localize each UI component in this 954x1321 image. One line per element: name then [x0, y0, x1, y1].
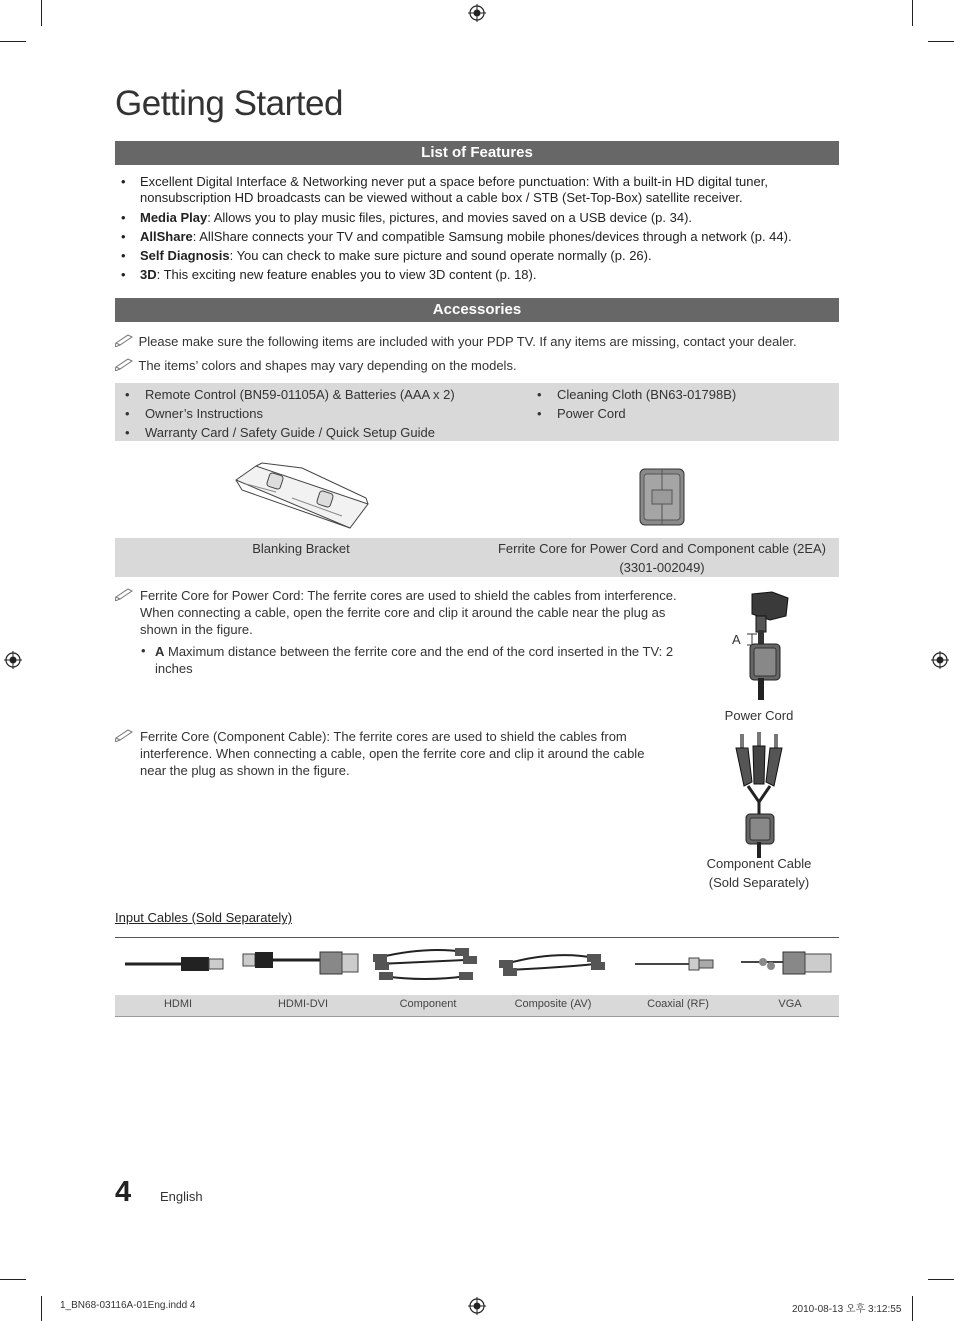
accessory-label: Power Cord: [557, 406, 626, 421]
accessory-label: Owner’s Instructions: [145, 406, 264, 421]
component-ferrite-note: Ferrite Core (Component Cable): The ferrite cores are used to shield the cables from interference. When connecting a cable, open the ferrite core and clip it around the cable near the plug as shown in the figure.: [140, 729, 645, 778]
pencil-note-icon: [115, 357, 135, 371]
crop-mark: [0, 41, 26, 42]
accessory-label: Warranty Card / Safety Guide / Quick Setup Guide: [145, 425, 435, 440]
feature-item: [115, 248, 815, 264]
input-cables-heading: Input Cables (Sold Separately): [115, 910, 293, 925]
feature-text: : You can check to make sure picture and sound operate normally (p. 26).: [229, 248, 652, 263]
note-text: The items’ colors and shapes may vary depending on the models.: [138, 358, 517, 373]
ferrite-core-image: [638, 466, 686, 528]
cable-label: Composite (AV): [514, 998, 592, 1010]
composite-cable-icon: [499, 954, 605, 976]
accessory-item: [125, 423, 435, 442]
divider: [115, 937, 839, 938]
component-cable-sold-separately: (Sold Separately): [708, 875, 810, 890]
crop-mark: [41, 1296, 42, 1321]
section-header-accessories: Accessories: [115, 298, 839, 322]
input-cables-illustration: [115, 942, 839, 992]
power-cord-image: [742, 590, 792, 700]
registration-mark-icon: [468, 1297, 486, 1315]
note: [115, 333, 797, 350]
accessory-item: [537, 385, 736, 404]
bullet: •: [141, 643, 146, 658]
feature-name: Self Diagnosis: [140, 248, 230, 263]
feature-item: [115, 174, 815, 206]
component-cable-icon: [373, 948, 477, 980]
power-cord-caption: Power Cord: [724, 708, 794, 723]
distance-text: Maximum distance between the ferrite core and the end of the cord inserted in the TV: 2 inches: [155, 644, 674, 676]
component-cable-caption: Component Cable: [706, 856, 812, 871]
bullet: •: [537, 406, 542, 421]
page-title: Getting Started: [115, 84, 343, 123]
crop-mark: [928, 1279, 954, 1280]
bullet: •: [121, 174, 126, 189]
feature-name: 3D: [140, 267, 157, 282]
feature-text: Excellent Digital Interface & Networking never put a space before punctuation: With a built-in HD digital tuner, nonsubscription HD broadcasts can be viewed without a cable box / STB (Set-Top-Box) satellite receiver.: [140, 174, 768, 205]
print-date: 2010-08-13 오후 3:12:55: [792, 1304, 902, 1315]
crop-mark: [912, 0, 913, 26]
bullet: •: [125, 406, 130, 421]
bullet: •: [125, 425, 130, 440]
registration-mark-icon: [931, 651, 949, 669]
blanking-bracket-image: [232, 460, 370, 532]
dimension-label-a: A: [732, 632, 741, 647]
label-a: A: [155, 644, 165, 659]
crop-mark: [41, 0, 42, 26]
bullet: •: [537, 387, 542, 402]
pencil-note-icon: [115, 333, 135, 347]
cable-label: HDMI: [163, 998, 193, 1010]
registration-mark-icon: [4, 651, 22, 669]
hdmi-cable-icon: [125, 957, 223, 971]
power-cord-ferrite-note: Ferrite Core for Power Cord: The ferrite cores are used to shield the cables from interference. When connecting a cable, open the ferrite core and clip it around the cable near the plug as shown in the figure.: [140, 588, 677, 637]
note-text: Please make sure the following items are included with your PDP TV. If any items are missing, contact your dealer.: [138, 334, 797, 349]
crop-mark: [912, 1296, 913, 1321]
cable-label: Coaxial (RF): [647, 998, 709, 1010]
bullet: •: [121, 229, 126, 244]
accessory-label: Cleaning Cloth (BN63-01798B): [557, 387, 737, 402]
accessory-item: [537, 404, 626, 423]
feature-text: : This exciting new feature enables you to view 3D content (p. 18).: [156, 267, 537, 282]
bullet: •: [121, 267, 126, 282]
pencil-note-icon: [115, 587, 135, 601]
accessory-item: [125, 385, 455, 404]
feature-text: : AllShare connects your TV and compatible Samsung mobile phones/devices through a network (p. 44).: [192, 229, 792, 244]
ferrite-part-number: (3301-002049): [619, 560, 705, 575]
bullet: •: [121, 248, 126, 263]
hdmi-dvi-cable-icon: [243, 952, 358, 974]
bullet: •: [121, 210, 126, 225]
cable-label: VGA: [778, 998, 802, 1010]
feature-name: Media Play: [140, 210, 208, 225]
feature-item: [115, 229, 815, 245]
accessory-item: [125, 404, 263, 423]
feature-item: [115, 210, 815, 226]
crop-mark: [0, 1279, 26, 1280]
language-label: English: [160, 1189, 203, 1204]
accessory-label: Remote Control (BN59-01105A) & Batteries (AAA x 2): [145, 387, 455, 402]
cable-label: HDMI-DVI: [277, 998, 329, 1010]
pencil-note-icon: [115, 728, 135, 742]
registration-mark-icon: [468, 4, 486, 22]
cable-label: Component: [399, 998, 457, 1010]
bracket-caption: Blanking Bracket: [252, 541, 350, 556]
page-number: 4: [115, 1176, 132, 1208]
component-cable-image: [732, 732, 788, 858]
crop-mark: [928, 41, 954, 42]
bullet: •: [125, 387, 130, 402]
coaxial-cable-icon: [635, 958, 713, 970]
distance-note: [155, 643, 675, 677]
feature-item: [115, 267, 815, 283]
feature-name: AllShare: [140, 229, 193, 244]
ferrite-caption: Ferrite Core for Power Cord and Component cable (2EA): [497, 541, 827, 556]
feature-text: : Allows you to play music files, pictures, and movies saved on a USB device (p. 34).: [207, 210, 693, 225]
note: [115, 357, 517, 374]
section-header-features: List of Features: [115, 141, 839, 165]
vga-cable-icon: [741, 952, 831, 974]
file-info: 1_BN68-03116A-01Eng.indd 4: [60, 1300, 196, 1311]
